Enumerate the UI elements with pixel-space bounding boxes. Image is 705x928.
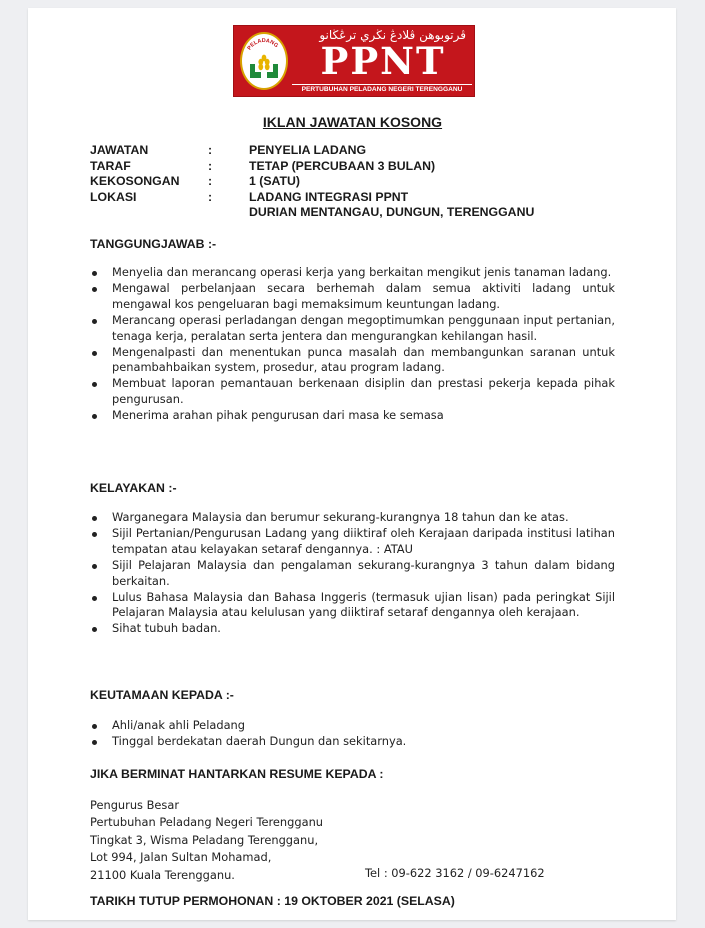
list-item: Tinggal berdekatan daerah Dungun dan sekitarnya. (90, 734, 615, 750)
info-colon: : (208, 143, 213, 157)
logo-org-name: PERTUBUHAN PELADANG NEGERI TERENGGANU (292, 84, 472, 94)
info-colon: : (208, 158, 213, 173)
priority-heading: KEUTAMAAN KEPADA :- (90, 688, 234, 702)
address-line: Lot 994, Jalan Sultan Mohamad, (90, 850, 272, 865)
bullet-icon (92, 516, 97, 521)
peladang-emblem (240, 32, 288, 90)
logo-acronym: PPNT (320, 39, 446, 83)
bullet-icon (92, 740, 97, 745)
bullet-icon (92, 564, 97, 569)
bullet-icon (92, 287, 97, 292)
address-line: 21100 Kuala Terengganu. (90, 867, 235, 882)
info-row-kekosongan (90, 174, 534, 190)
list-item: Warganegara Malaysia dan berumur sekurang-kurangnya 18 tahun dan ke atas. (90, 510, 615, 526)
list-item: Menyelia dan merancang operasi kerja yang berkaitan mengikut jenis tanaman ladang. (90, 265, 615, 281)
bullet-icon (92, 319, 97, 324)
bullet-icon (92, 271, 97, 276)
address-line: Pengurus Besar (90, 798, 180, 812)
bullet-icon (92, 382, 97, 387)
address-line: Pertubuhan Peladang Negeri Terengganu (90, 815, 324, 830)
list-item: Sijil Pertanian/Pengurusan Ladang yang diiktiraf oleh Kerajaan daripada institusi latihan tempatan atau kelayakan setaraf dengannya. : ATAU (90, 526, 615, 558)
list-item: Ahli/anak ahli Peladang (90, 718, 615, 734)
qualifications-list (90, 510, 615, 637)
list-item: Membuat laporan pemantauan berkenaan disiplin dan prestasi pekerja kepada pihak pengurusan. (90, 376, 615, 408)
info-value: DURIAN MENTANGAU, DUNGUN, TERENGGANU (249, 205, 535, 220)
info-row-jawatan (90, 143, 534, 159)
qualifications-heading: KELAYAKAN :- (90, 481, 177, 495)
info-colon: : (208, 174, 213, 189)
info-label: LOKASI (90, 189, 137, 204)
emblem-text: PELADANG (246, 37, 280, 52)
list-item: Menerima arahan pihak pengurusan dari masa ke semasa (90, 408, 615, 424)
info-label: TARAF (90, 158, 131, 173)
info-row-taraf (90, 159, 534, 175)
bullet-icon (92, 351, 97, 356)
list-item: Mengenalpasti dan menentukan punca masalah dan membangunkan saranan untuk penambahbaikan system, prosedur, atau program ladang. (90, 345, 615, 377)
list-item: Sijil Pelajaran Malaysia dan pengalaman sekurang-kurangnya 3 tahun dalam bidang berkaitan. (90, 558, 615, 590)
info-row-lokasi (90, 190, 534, 206)
info-row-lokasi-cont (90, 205, 534, 221)
info-label (90, 205, 208, 221)
info-colon: : (208, 189, 213, 204)
bullet-icon (92, 724, 97, 729)
list-item: Sihat tubuh badan. (90, 621, 615, 637)
page-title: IKLAN JAWATAN KOSONG (262, 114, 443, 130)
bullet-icon (92, 414, 97, 419)
list-item: Merancang operasi perladangan dengan megoptimumkan penggunaan input pertanian, tenaga kerja, peralatan serta jentera dan mengurangkan kehilangan hasil. (90, 313, 615, 345)
bullet-icon (92, 532, 97, 537)
logo-jawi-text: ڤرتوبوهن ڤلادڠ نڬري ترڠڬانو (319, 28, 466, 42)
info-value: LADANG INTEGRASI PPNT (249, 189, 409, 204)
telephone-number: Tel : 09-622 3162 / 09-6247162 (365, 866, 545, 880)
info-value: 1 (SATU) (249, 174, 301, 189)
address-line: Tingkat 3, Wisma Peladang Terengganu, (90, 832, 319, 847)
responsibilities-heading: TANGGUNGJAWAB :- (90, 237, 217, 251)
info-value: TETAP (PERCUBAAN 3 BULAN) (249, 158, 436, 173)
info-value: PENYELIA LADANG (249, 143, 367, 157)
bullet-icon (92, 627, 97, 632)
info-label: JAWATAN (90, 143, 149, 157)
closing-date: TARIKH TUTUP PERMOHONAN : 19 OKTOBER 2021 (SELASA) (90, 894, 455, 908)
mailing-address (90, 797, 323, 884)
list-item: Lulus Bahasa Malaysia dan Bahasa Inggeris (termasuk ujian lisan) pada peringkat Sijil Pelajaran Malaysia atau kelulusan yang diiktiraf setaraf dengannya oleh kerajaan. (90, 590, 615, 622)
list-item: Mengawal perbelanjaan secara berhemah dalam semua aktiviti ladang untuk mengawal kos pengeluaran bagi memaksimum keuntungan ladang. (90, 281, 615, 313)
job-info-table (90, 143, 534, 221)
ppnt-logo (233, 25, 475, 97)
info-colon (208, 205, 249, 221)
priority-list (90, 718, 615, 750)
apply-heading: JIKA BERMINAT HANTARKAN RESUME KEPADA : (90, 767, 384, 781)
info-label: KEKOSONGAN (90, 174, 180, 189)
bullet-icon (92, 596, 97, 601)
svg-text:PELADANG (247, 38, 279, 51)
responsibilities-list (90, 265, 615, 424)
